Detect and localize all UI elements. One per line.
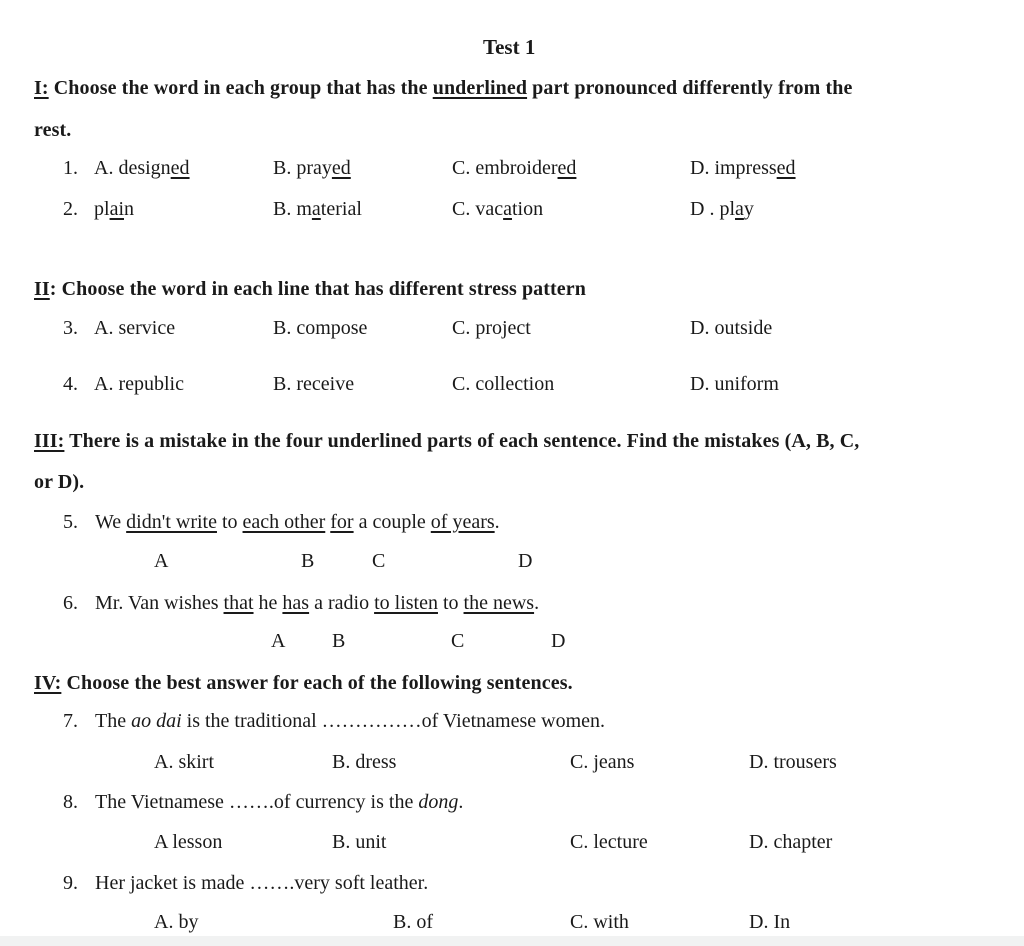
q5-label-d: D (518, 550, 533, 572)
q9-option-b: B. of (393, 911, 433, 933)
q7-option-c: C. jeans (570, 751, 635, 773)
q6-label-c: C (451, 630, 465, 652)
q8-sentence: The Vietnamese …….of currency is the dong. (95, 791, 464, 813)
q2-option-c: C. vacation (452, 198, 544, 220)
section-1-heading-cont: rest. (34, 119, 72, 141)
q3-option-b: B. compose (273, 317, 368, 339)
q1-option-a: A. designed (94, 157, 190, 179)
q7-option-b: B. dress (332, 751, 397, 773)
q1-option-b: B. prayed (273, 157, 351, 179)
page-title: Test 1 (483, 35, 536, 59)
q8-option-b: B. unit (332, 831, 387, 853)
q6-label-a: A (271, 630, 286, 652)
q2-number: 2. (63, 198, 78, 220)
q7-option-a: A. skirt (154, 751, 214, 773)
q4-option-c: C. collection (452, 373, 555, 395)
q8-option-d: D. chapter (749, 831, 833, 853)
q2-option-a: plain (94, 198, 134, 220)
section-1-text-b: part pronounced differently from the (527, 77, 853, 99)
section-1-underlined-word: underlined (432, 77, 528, 99)
bottom-scroll-strip (0, 936, 1024, 946)
section-1-text-a: Choose the word in each group that has the (48, 77, 433, 99)
section-3-number: III: (34, 430, 65, 452)
q4-number: 4. (63, 373, 78, 395)
q9-number: 9. (63, 872, 78, 894)
section-2-heading (34, 277, 586, 301)
q6-number: 6. (63, 592, 78, 614)
q3-option-a: A. service (94, 317, 176, 339)
q3-option-c: C. project (452, 317, 531, 339)
q4-option-d: D. uniform (690, 373, 779, 395)
section-1-heading (34, 76, 852, 100)
section-4-heading (34, 671, 573, 695)
q5-sentence: We didn't write to each other for a couple of years. (95, 511, 500, 533)
q1-option-d: D. impressed (690, 157, 796, 179)
q9-option-a: A. by (154, 911, 199, 933)
q8-option-c: C. lecture (570, 831, 648, 853)
section-3-heading (34, 429, 859, 453)
q5-label-b: B (301, 550, 315, 572)
q8-option-a: A lesson (154, 831, 223, 853)
q7-number: 7. (63, 710, 78, 732)
q2-option-d: D . play (690, 198, 754, 220)
q5-number: 5. (63, 511, 78, 533)
q6-sentence: Mr. Van wishes that he has a radio to listen to the news. (95, 592, 540, 614)
section-3-heading-cont: or D). (34, 471, 85, 493)
q9-option-c: C. with (570, 911, 629, 933)
section-4-text: Choose the best answer for each of the following sentences. (61, 672, 573, 694)
q5-label-c: C (372, 550, 386, 572)
q7-sentence: The ao dai is the traditional ……………of Vietnamese women. (95, 710, 606, 732)
q9-sentence: Her jacket is made …….very soft leather. (95, 872, 429, 894)
q1-option-c: C. embroidered (452, 157, 577, 179)
q7-option-d: D. trousers (749, 751, 837, 773)
q6-label-d: D (551, 630, 566, 652)
q2-option-b: B. material (273, 198, 362, 220)
q8-number: 8. (63, 791, 78, 813)
q6-label-b: B (332, 630, 346, 652)
section-3-text-a: There is a mistake in the four underlined parts of each sentence. Find the mistakes (A, B, C, (64, 430, 860, 452)
q4-option-a: A. republic (94, 373, 184, 395)
q4-option-b: B. receive (273, 373, 355, 395)
section-2-text: : Choose the word in each line that has different stress pattern (49, 278, 586, 300)
q3-number: 3. (63, 317, 78, 339)
q9-option-d: D. In (749, 911, 791, 933)
section-2-number: II (34, 278, 50, 300)
q1-number: 1. (63, 157, 78, 179)
section-1-number: I: (34, 77, 49, 99)
q5-label-a: A (154, 550, 169, 572)
section-4-number: IV: (34, 672, 62, 694)
q3-option-d: D. outside (690, 317, 773, 339)
